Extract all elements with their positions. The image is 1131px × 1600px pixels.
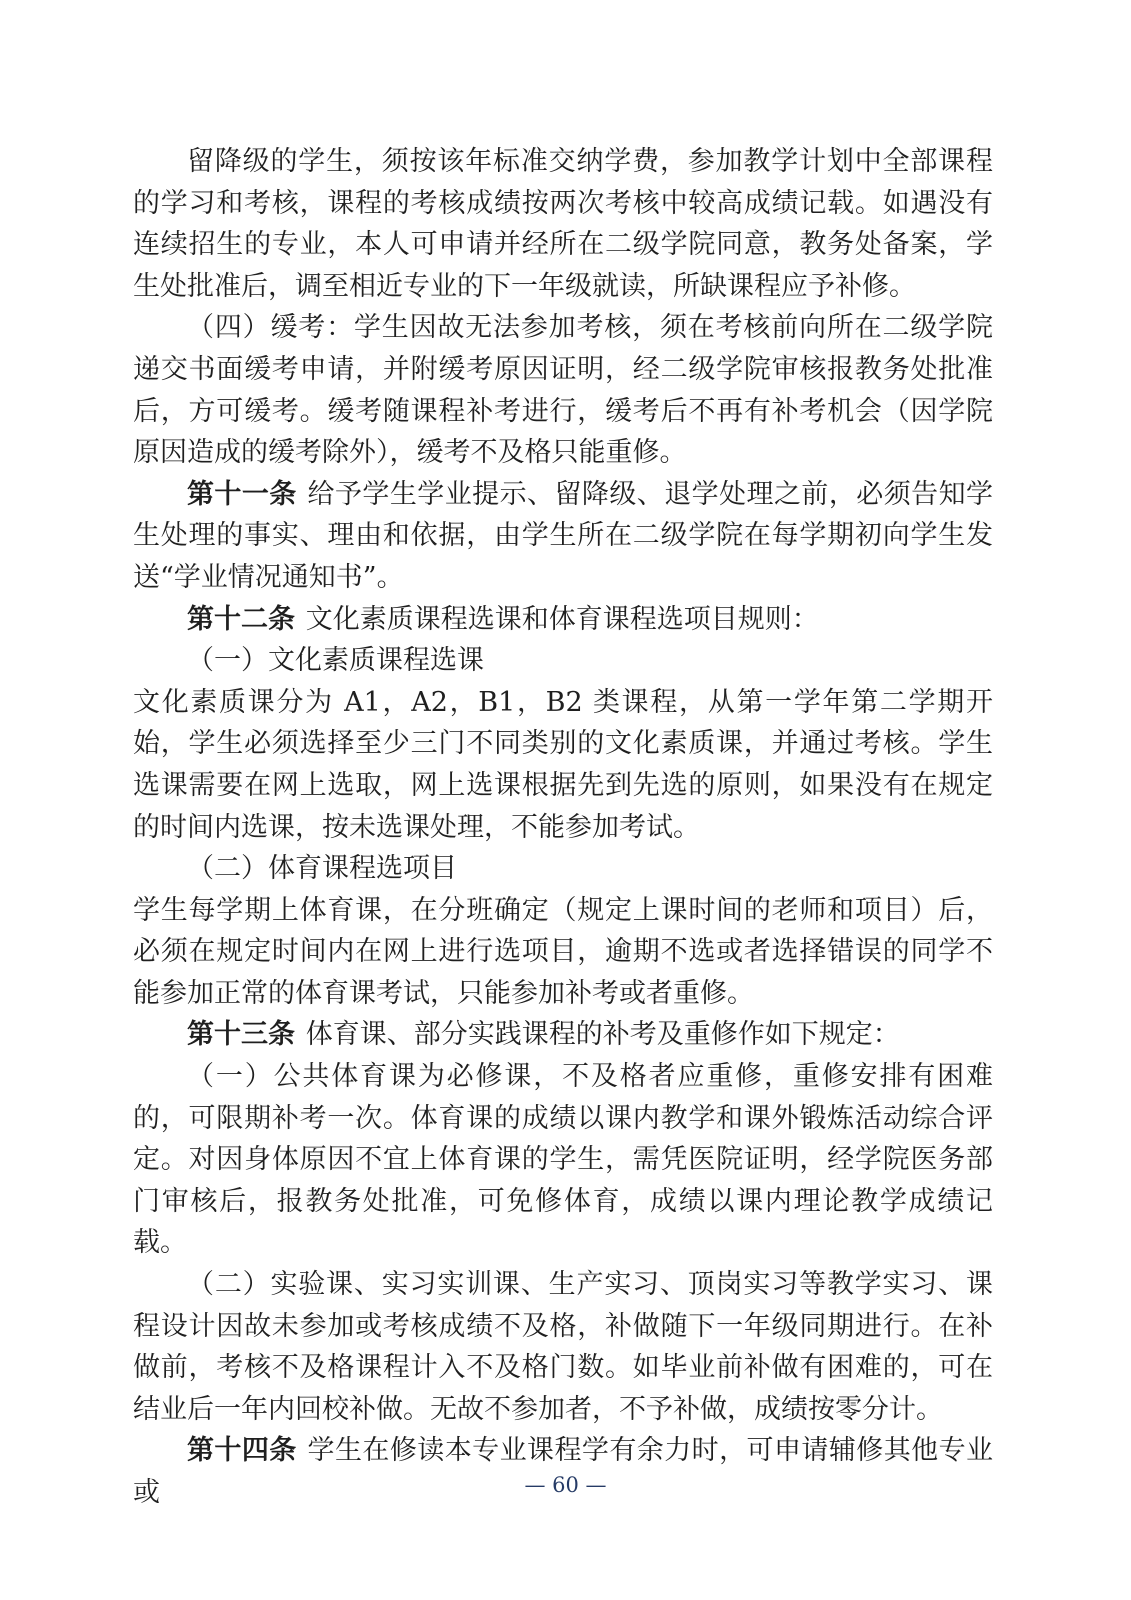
paragraph-text: （一）文化素质课程选课	[187, 645, 484, 677]
item-1-pe-makeup	[133, 1056, 993, 1264]
paragraph-text: 留降级的学生，须按该年标准交纳学费，参加教学计划中全部课程的学习和考核，课程的考核成绩按两次考核中较高成绩记载。如遇没有连续招生的专业，本人可申请并经所在二级学院同意，教务处备案，学生处批准后，调至相近专业的下一年级就读，所缺课程应予补修。	[133, 146, 993, 302]
paragraph-text: （二）体育课程选项目	[187, 853, 457, 885]
paragraph-text: 学生每学期上体育课，在分班确定（规定上课时间的老师和项目）后，必须在规定时间内在网上进行选项目，逾期不选或者选择错误的同学不能参加正常的体育课考试，只能参加补考或者重修。	[133, 894, 993, 1009]
article-14-number: 第十四条	[187, 1435, 297, 1467]
item-1-culture-course-heading	[133, 640, 993, 682]
paragraph-retained-grade	[133, 141, 993, 307]
article-13-number: 第十三条	[187, 1019, 295, 1051]
paragraph-text: （二）实验课、实习实训课、生产实习、顶岗实习等教学实习、课程设计因故未参加或考核成绩不及格，补做随下一年级同期进行。在补做前，考核不及格课程计入不及格门数。如毕业前补做有困难的，可在结业后一年内回校补做。无故不参加者，不予补做，成绩按零分计。	[133, 1269, 993, 1425]
paragraph-deferred-exam	[133, 307, 993, 473]
item-2-practice-makeup	[133, 1264, 993, 1430]
page-number: — 60 —	[524, 1473, 607, 1497]
paragraph-article-11	[133, 474, 993, 599]
document-body	[133, 141, 993, 1514]
paragraph-text: 文化素质课分为 A1，A2，B1，B2 类课程，从第一学年第二学期开始，学生必须选择至少三门不同类别的文化素质课，并通过考核。学生选课需要在网上选取，网上选课根据先到先选的原则，如果没有在规定的时间内选课，按未选课处理，不能参加考试。	[133, 686, 993, 843]
paragraph-text: （一）公共体育课为必修课，不及格者应重修，重修安排有困难的，可限期补考一次。体育课的成绩以课内教学和课外锻炼活动综合评定。对因身体原因不宜上体育课的学生，需凭医院证明，经学院医务部门审核后，报教务处批准，可免修体育，成绩以课内理论教学成绩记载。	[133, 1061, 993, 1259]
paragraph-text: （四）缓考：学生因故无法参加考核，须在考核前向所在二级学院递交书面缓考申请，并附缓考原因证明，经二级学院审核报教务处批准后，方可缓考。缓考随课程补考进行，缓考后不再有补考机会（因学院原因造成的缓考除外），缓考不及格只能重修。	[133, 312, 993, 469]
paragraph-text: 体育课、部分实践课程的补考及重修作如下规定：	[305, 1019, 900, 1051]
paragraph-text: 学生在修读本专业课程学有余力时，可申请辅修其他专业或	[133, 1435, 994, 1508]
item-2-pe-course-heading	[133, 848, 993, 890]
paragraph-pe-course-detail	[133, 890, 993, 1015]
article-12-number: 第十二条	[187, 603, 295, 635]
paragraph-text: 文化素质课程选课和体育课程选项目规则：	[305, 603, 819, 635]
paragraph-text: 给予学生学业提示、留降级、退学处理之前，必须告知学生处理的事实、理由和依据，由学生所在二级学院在每学期初向学生发送“学业情况通知书”。	[133, 478, 994, 593]
page-footer	[0, 1472, 1131, 1498]
paragraph-article-13	[133, 1014, 993, 1056]
paragraph-culture-course-detail	[133, 682, 993, 848]
paragraph-article-12	[133, 599, 993, 641]
article-11-number: 第十一条	[187, 478, 297, 510]
